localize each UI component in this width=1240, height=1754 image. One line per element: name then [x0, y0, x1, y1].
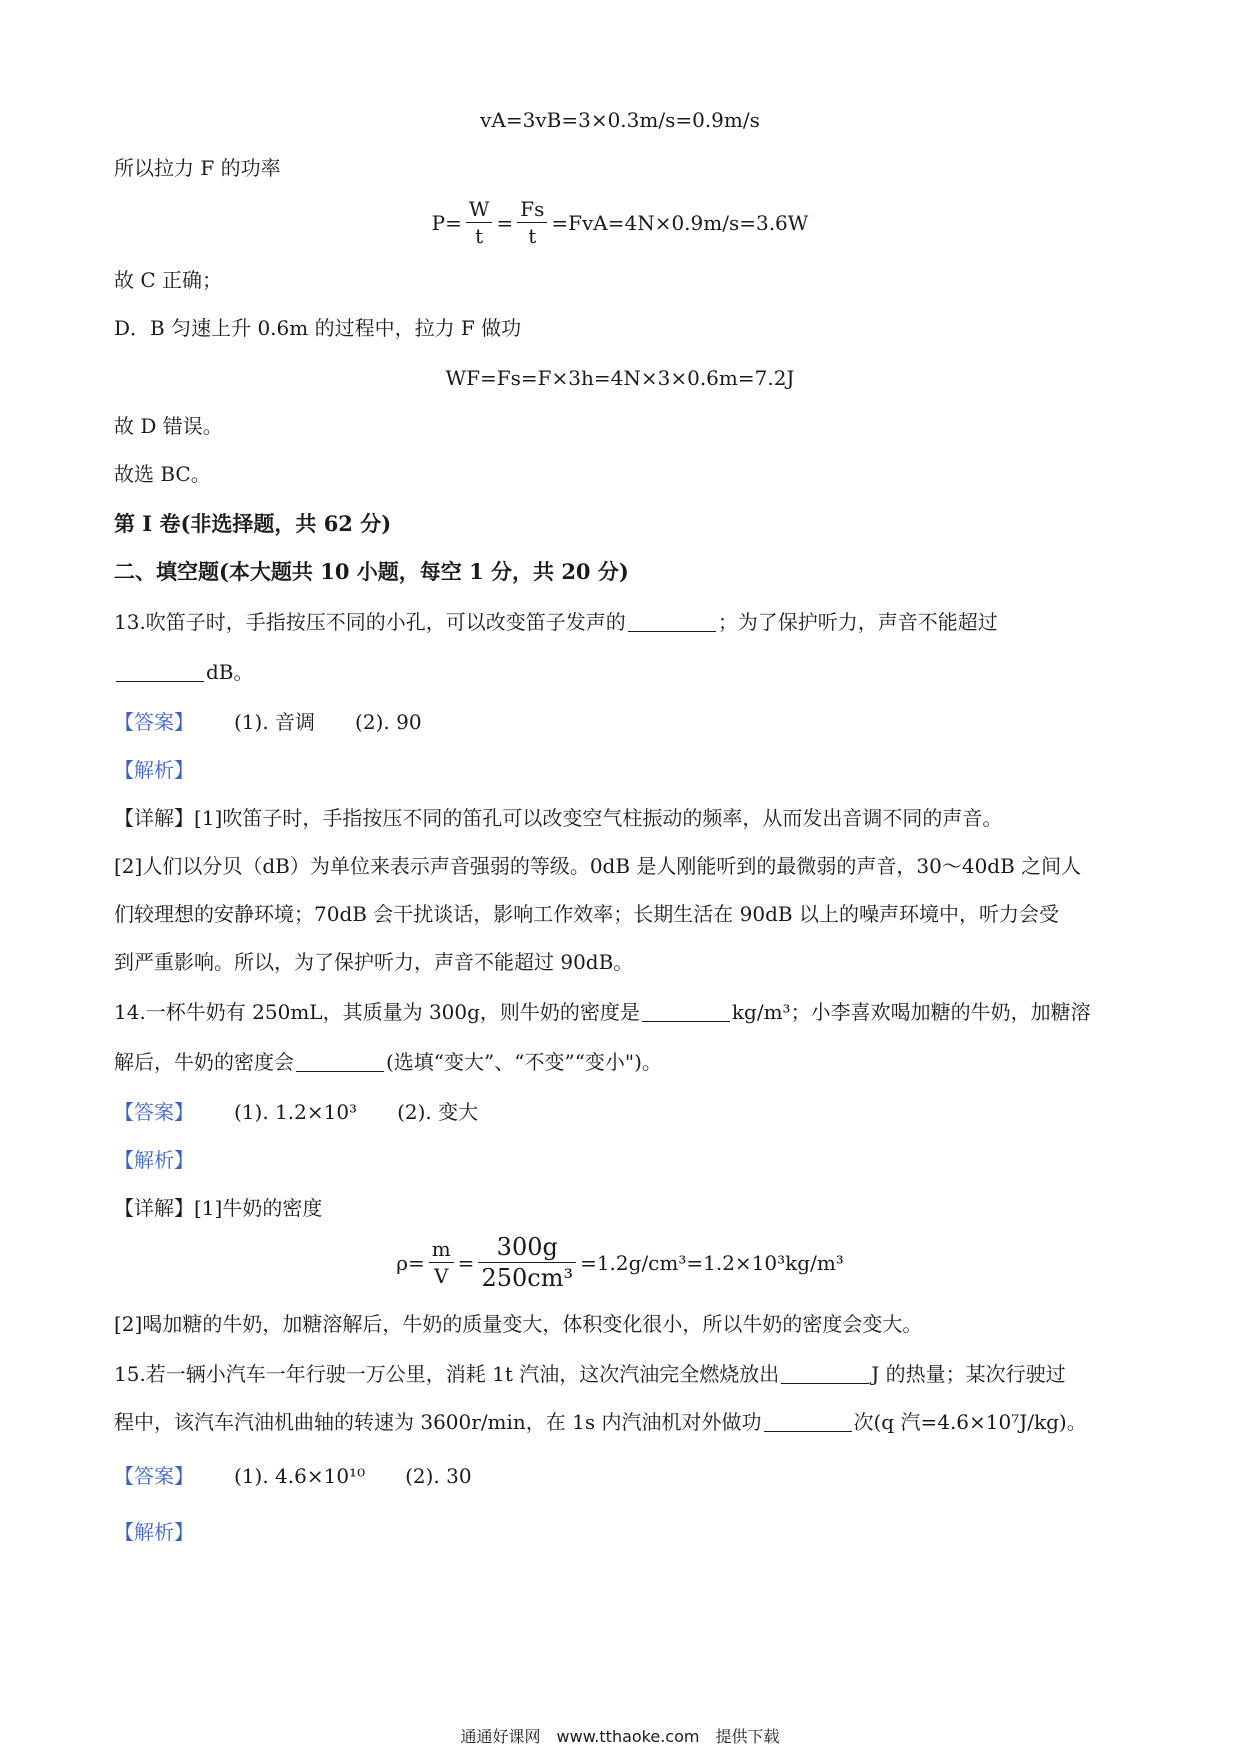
answer-blank — [116, 661, 204, 682]
analysis-label: 【解析】 — [114, 1520, 194, 1544]
q13-detail-2c: 到严重影响。所以，为了保护听力，声音不能超过 90dB。 — [114, 950, 634, 974]
fraction-numerator: 300g — [496, 1233, 558, 1261]
page-footer: 通通好课网 www.tthaoke.com 提供下载 — [460, 1727, 780, 1746]
q13-answer-1: (1). 音调 — [234, 710, 316, 734]
q15-text-b: J 的热量；某次行驶过 — [871, 1362, 1066, 1386]
q13-detail-2b: 们较理想的安静环境；70dB 会干扰谈话，影响工作效率；长期生活在 90dB 以上的噪声环境中，听力会受 — [114, 902, 1059, 926]
q14-text-line2 — [114, 1048, 662, 1076]
q15-text-d: 次(q 汽=4.6×10⁷J/kg)。 — [853, 1410, 1087, 1434]
fraction-fs-over-t — [517, 196, 547, 249]
q14-answer-2: (2). 变大 — [397, 1100, 479, 1124]
q14-text-a: 14.一杯牛奶有 250mL，其质量为 300g，则牛奶的密度是 — [114, 1000, 640, 1024]
q14-detail-1: 【详解】[1]牛奶的密度 — [114, 1196, 323, 1220]
q15-text-line1 — [114, 1360, 1066, 1388]
answer-blank — [296, 1051, 384, 1072]
q13-detail-2a: [2]人们以分贝（dB）为单位来表示声音强弱的等级。0dB 是人刚能听到的最微弱的声音，30～40dB 之间人 — [114, 854, 1082, 878]
answer-blank — [781, 1363, 869, 1384]
q14-text-c: 解后，牛奶的密度会 — [114, 1050, 294, 1074]
q14-detail-2: [2]喝加糖的牛奶，加糖溶解后，牛奶的质量变大，体积变化很小，所以牛奶的密度会变大。 — [114, 1312, 923, 1336]
velocity-equation: vA=3vB=3×0.3m/s=0.9m/s — [480, 108, 760, 132]
density-eq-rho: ρ= — [396, 1250, 425, 1275]
q13-text-line1 — [114, 608, 998, 636]
q14-text-b: kg/m³；小李喜欢喝加糖的牛奶，加糖溶 — [731, 1000, 1091, 1024]
section-heading-volume: 第 I 卷(非选择题，共 62 分) — [114, 511, 392, 536]
fraction-denominator: V — [433, 1264, 449, 1288]
fraction-numerator: W — [468, 197, 490, 221]
q15-text-a: 15.若一辆小汽车一年行驶一万公里，消耗 1t 汽油，这次汽油完全燃烧放出 — [114, 1362, 780, 1386]
q14-answer-line — [114, 1098, 478, 1126]
fraction-w-over-t — [466, 196, 493, 249]
answer-blank — [642, 1001, 730, 1022]
answer-label: 【答案】 — [114, 710, 194, 734]
fraction-mass-over-volume — [478, 1232, 576, 1293]
q13-detail-1: 【详解】[1]吹笛子时，手指按压不同的笛孔可以改变空气柱振动的频率，从而发出音调不同的声音。 — [114, 806, 1003, 830]
q15-answer-2: (2). 30 — [405, 1464, 472, 1488]
power-equation: P= $\frac{W}{t}$ = $\frac{Fs}{t}$ =FvA=4N×0.9m/s=3.6W — [431, 197, 809, 248]
c-correct-line: 故 C 正确； — [114, 268, 223, 292]
q13-answer-line — [114, 708, 422, 736]
power-eq-p: P= — [431, 210, 462, 235]
density-equation: ρ= $\frac{m}{V}$ = $\frac{300g}{\text{250cm³}}$ =1.2g/cm³=1.2×10³kg/m³ — [396, 1233, 844, 1292]
d-intro-line: D．B 匀速上升 0.6m 的过程中，拉力 F 做功 — [114, 316, 522, 340]
section-heading-fill: 二、填空题(本大题共 10 小题，每空 1 分，共 20 分) — [114, 559, 629, 584]
answer-blank — [628, 611, 716, 632]
q14-text-line1 — [114, 998, 1091, 1026]
analysis-label: 【解析】 — [114, 1148, 194, 1172]
choose-line: 故选 BC。 — [114, 462, 211, 486]
q14-answer-1: (1). 1.2×10³ — [234, 1100, 358, 1124]
work-equation: WF=Fs=F×3h=4N×3×0.6m=7.2J — [445, 366, 795, 390]
fraction-denominator: t — [528, 224, 537, 248]
q13-text-b: ；为了保护听力，声音不能超过 — [717, 610, 998, 634]
q15-text-line2 — [114, 1408, 1087, 1436]
analysis-label: 【解析】 — [114, 758, 194, 782]
q13-answer-2: (2). 90 — [355, 710, 422, 734]
power-eq-rest: =FvA=4N×0.9m/s=3.6W — [551, 210, 809, 235]
fraction-denominator: t — [475, 224, 484, 248]
power-intro: 所以拉力 F 的功率 — [114, 156, 281, 180]
answer-label: 【答案】 — [114, 1100, 194, 1124]
fraction-numerator: Fs — [520, 197, 545, 221]
q15-answer-1: (1). 4.6×10¹⁰ — [234, 1464, 366, 1488]
answer-label: 【答案】 — [114, 1464, 194, 1488]
answer-blank — [764, 1411, 852, 1432]
q15-text-c: 程中，该汽车汽油机曲轴的转速为 3600r/min，在 1s 内汽油机对外做功 — [114, 1410, 762, 1434]
q13-text-c: dB。 — [206, 660, 254, 684]
fraction-m-over-v — [429, 1236, 454, 1289]
fraction-numerator: m — [431, 1237, 451, 1261]
d-wrong-line: 故 D 错误。 — [114, 414, 223, 438]
fraction-denominator: 250cm³ — [481, 1264, 574, 1292]
q13-text-a: 13.吹笛子时，手指按压不同的小孔，可以改变笛子发声的 — [114, 610, 626, 634]
density-eq-rest: =1.2g/cm³=1.2×10³kg/m³ — [580, 1250, 844, 1275]
q15-answer-line — [114, 1462, 472, 1490]
q14-text-d: (选填“变大”、“不变”“变小")。 — [386, 1050, 662, 1074]
q13-text-line2 — [114, 658, 254, 686]
